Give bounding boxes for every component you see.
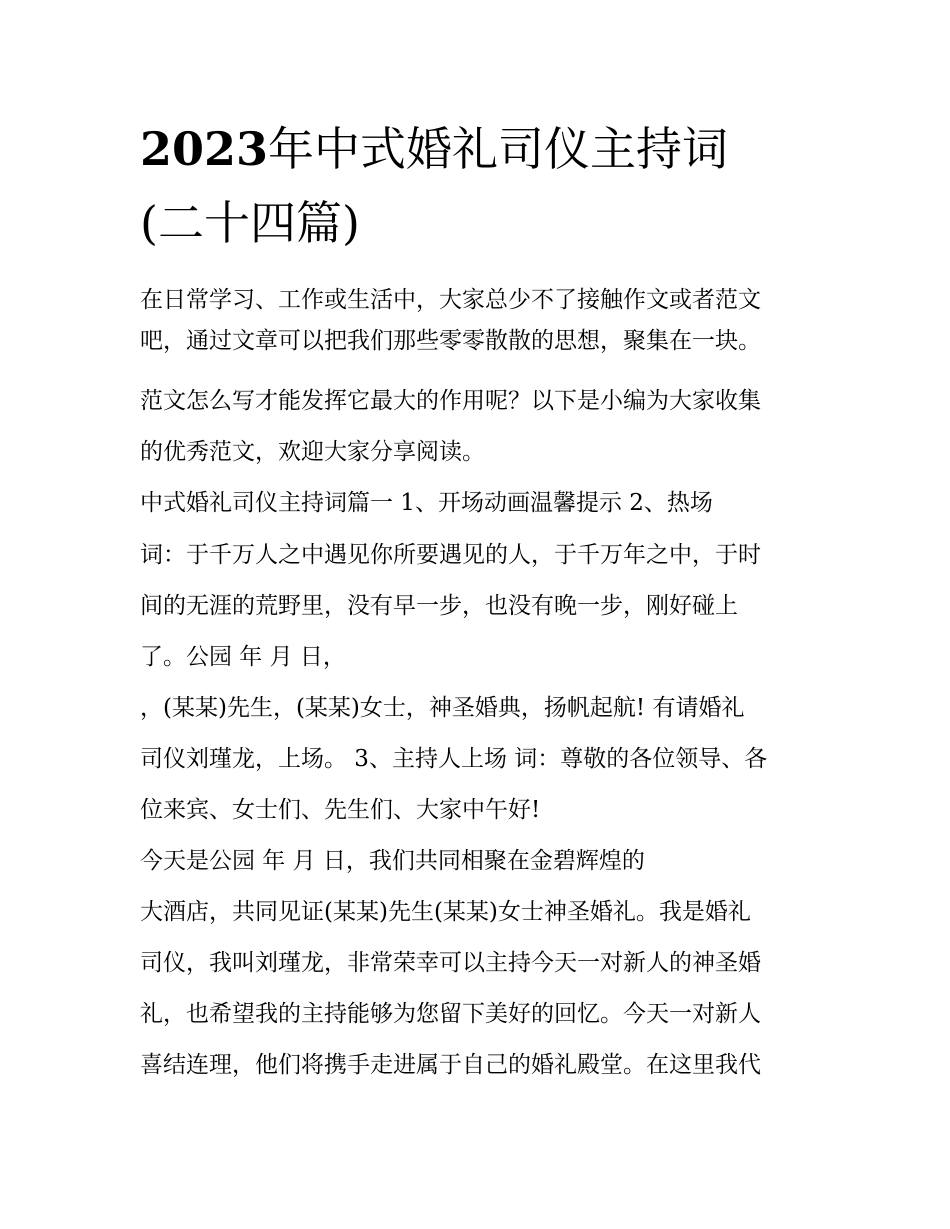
body-line-8: 了。公园 年 月 日， <box>140 644 346 670</box>
body-line-3: 范文怎么写才能发挥它最大的作用呢？以下是小编为大家收集 <box>140 388 761 414</box>
title-line1-text: 年中式婚礼司仪主持词 <box>268 122 729 176</box>
body-line-7: 间的无涯的荒野里，没有早一步，也没有晚一步，刚好碰上 <box>140 593 738 619</box>
body-line-12: 今天是公园 年 月 日，我们共同相聚在金碧辉煌的 <box>140 848 645 874</box>
body-line-5: 中式婚礼司仪主持词篇一 1、开场动画温馨提示 2、热场 <box>140 490 713 516</box>
body-line-11: 位来宾、女士们、先生们、大家中午好! <box>140 797 541 823</box>
body-line-4: 的优秀范文，欢迎大家分享阅读。 <box>140 439 485 465</box>
body-line-9: ，(某某)先生，(某某)女士，神圣婚典，扬帆起航! 有请婚礼 <box>140 695 745 721</box>
document-title <box>140 112 840 260</box>
body-line-6: 词：于千万人之中遇见你所要遇见的人，于千万年之中，于时 <box>140 542 761 568</box>
body-line-1: 在日常学习、工作或生活中，大家总少不了接触作文或者范文 <box>140 287 761 313</box>
body-line-2: 吧，通过文章可以把我们那些零零散散的思想，聚集在一块。 <box>140 328 761 354</box>
body-line-10: 司仪刘瑾龙，上场。 3、主持人上场 词：尊敬的各位领导、各 <box>140 746 768 772</box>
title-year: 2023 <box>140 122 269 176</box>
body-line-16: 喜结连理，他们将携手走进属于自己的婚礼殿堂。在这里我代 <box>140 1052 761 1078</box>
title-line2-text: (二十四篇) <box>140 196 360 250</box>
body-line-14: 司仪，我叫刘瑾龙，非常荣幸可以主持今天一对新人的神圣婚 <box>140 950 761 976</box>
body-line-15: 礼，也希望我的主持能够为您留下美好的回忆。今天一对新人 <box>140 1001 761 1027</box>
body-line-13: 大酒店，共同见证(某某)先生(某某)女士神圣婚礼。我是婚礼 <box>140 899 751 925</box>
